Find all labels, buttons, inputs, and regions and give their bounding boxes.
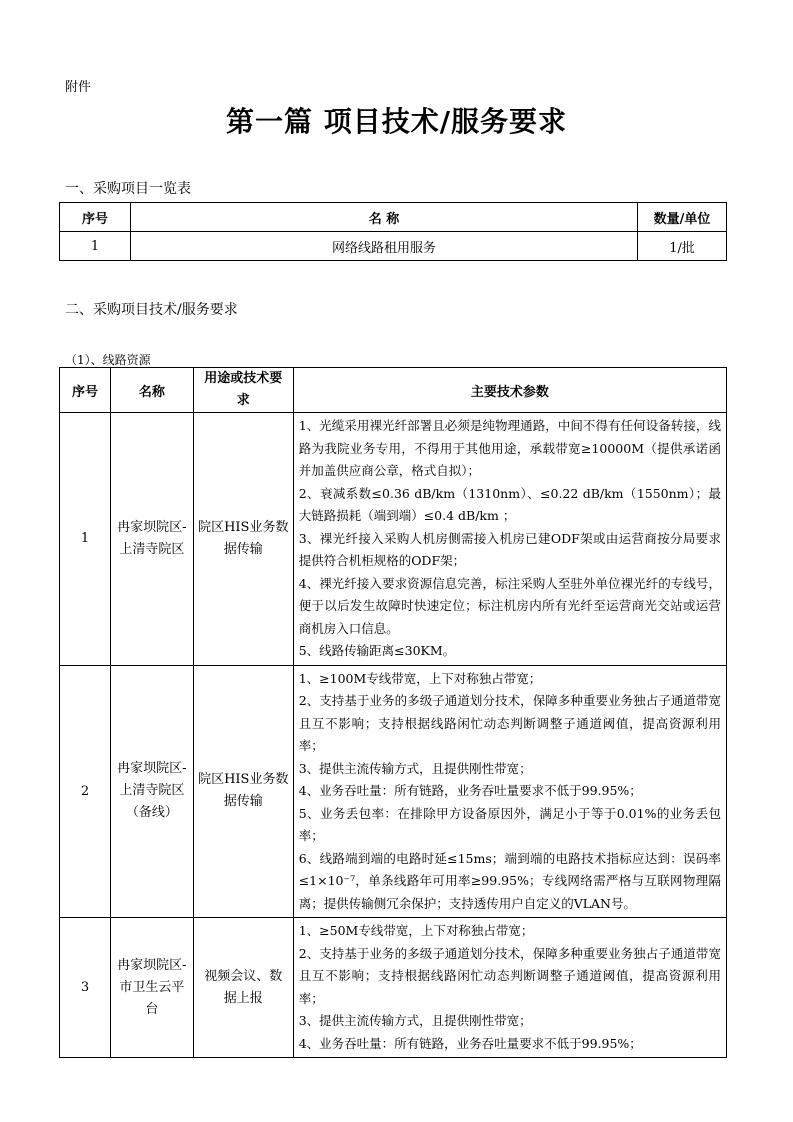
header-no: 序号 xyxy=(60,368,111,413)
row-no: 3 xyxy=(60,918,111,1058)
section2-subheading: （1）、线路资源 xyxy=(65,353,151,367)
header-params: 主要技术参数 xyxy=(293,368,726,413)
page-title: 第一篇 项目技术/服务要求 xyxy=(226,105,567,138)
param-line: 4、业务吞吐量：所有链路，业务吞吐量要求不低于99.95%； xyxy=(298,1035,642,1051)
table-row xyxy=(60,918,727,1058)
header-no: 序号 xyxy=(60,203,131,232)
row-params xyxy=(293,413,726,666)
row-usage: 院区HIS业务数据传输 xyxy=(193,665,293,918)
header-qty: 数量/单位 xyxy=(638,203,727,232)
section1-heading: 一、采购项目一览表 xyxy=(65,181,191,197)
header-usage: 用途或技术要求 xyxy=(193,368,293,413)
param-line: 2、支持基于业务的多级子通道划分技术，保障多种重要业务独占子通道带宽且互不影响；支持根据线路闲忙动态判断调整子通道阈值，提高资源利用率； xyxy=(298,945,721,1006)
param-line: 2、支持基于业务的多级子通道划分技术，保障多种重要业务独占子通道带宽且互不影响；支持根据线路闲忙动态判断调整子通道阈值，提高资源利用率； xyxy=(298,693,721,753)
table-row xyxy=(60,413,727,666)
param-line: 6、线路端到端的电路时延≤15ms；端到端的电路技术指标应达到：误码率≤1×10⁻⁷，单条线路年可用率≥99.95%；专线网络需严格与互联网物理隔离；提供传输侧冗余保护；支持透传用户自定义的VLAN号。 xyxy=(298,850,721,911)
row-usage: 视频会议、数据上报 xyxy=(193,918,293,1058)
table-header-row xyxy=(60,368,727,413)
row-name: 冉家坝院区-市卫生云平台 xyxy=(110,918,193,1058)
row-params xyxy=(293,918,726,1058)
table-row xyxy=(60,232,727,261)
attachment-label: 附件 xyxy=(65,80,92,95)
param-line: 1、≥50M专线带宽，上下对称独占带宽； xyxy=(298,923,534,938)
param-line: 3、裸光纤接入采购人机房侧需接入机房已建ODF架或由运营商按分局要求提供符合机柜规格的ODF架； xyxy=(298,530,721,568)
table-header-row xyxy=(60,203,727,232)
table-row xyxy=(60,665,727,918)
param-line: 1、光缆采用裸光纤部署且必须是纯物理通路，中间不得有任何设备转接，线路为我院业务专用，不得用于其他用途，承载带宽≥10000M（提供承诺函并加盖供应商公章，格式自拟）； xyxy=(298,418,721,478)
section2-heading: 二、采购项目技术/服务要求 xyxy=(65,302,238,318)
row-no: 1 xyxy=(60,232,131,261)
param-line: 3、提供主流传输方式，且提供刚性带宽； xyxy=(298,1013,532,1028)
param-line: 4、业务吞吐量：所有链路，业务吞吐量要求不低于99.95%； xyxy=(298,783,642,798)
param-line: 1、≥100M专线带宽，上下对称独占带宽； xyxy=(298,670,542,686)
row-name: 网络线路租用服务 xyxy=(130,232,637,261)
header-name: 名称 xyxy=(110,368,193,413)
param-line: 5、业务丢包率：在排除甲方设备原因外，满足小于等于0.01%的业务丢包率； xyxy=(298,805,721,843)
param-line: 2、衰减系数≤0.36 dB/km（1310nm）、≤0.22 dB/km（1550nm）；最大链路损耗（端到端）≤0.4 dB/km ； xyxy=(298,485,721,523)
procurement-summary-table xyxy=(59,202,727,261)
row-name: 冉家坝院区-上清寺院区（备线） xyxy=(110,665,193,918)
header-name: 名 称 xyxy=(130,203,637,232)
row-name: 冉家坝院区-上清寺院区 xyxy=(110,413,193,666)
param-line: 5、线路传输距离≤30KM。 xyxy=(298,643,456,658)
row-usage: 院区HIS业务数据传输 xyxy=(193,413,293,666)
row-no: 1 xyxy=(60,413,111,666)
row-no: 2 xyxy=(60,665,111,918)
technical-requirements-table xyxy=(59,367,727,1058)
row-qty: 1/批 xyxy=(638,232,727,261)
param-line: 3、提供主流传输方式，且提供刚性带宽； xyxy=(298,760,532,776)
row-params xyxy=(293,665,726,918)
param-line: 4、裸光纤接入要求资源信息完善，标注采购人至驻外单位裸光纤的专线号，便于以后发生故障时快速定位；标注机房内所有光纤至运营商光交站或运营商机房入口信息。 xyxy=(298,575,721,636)
